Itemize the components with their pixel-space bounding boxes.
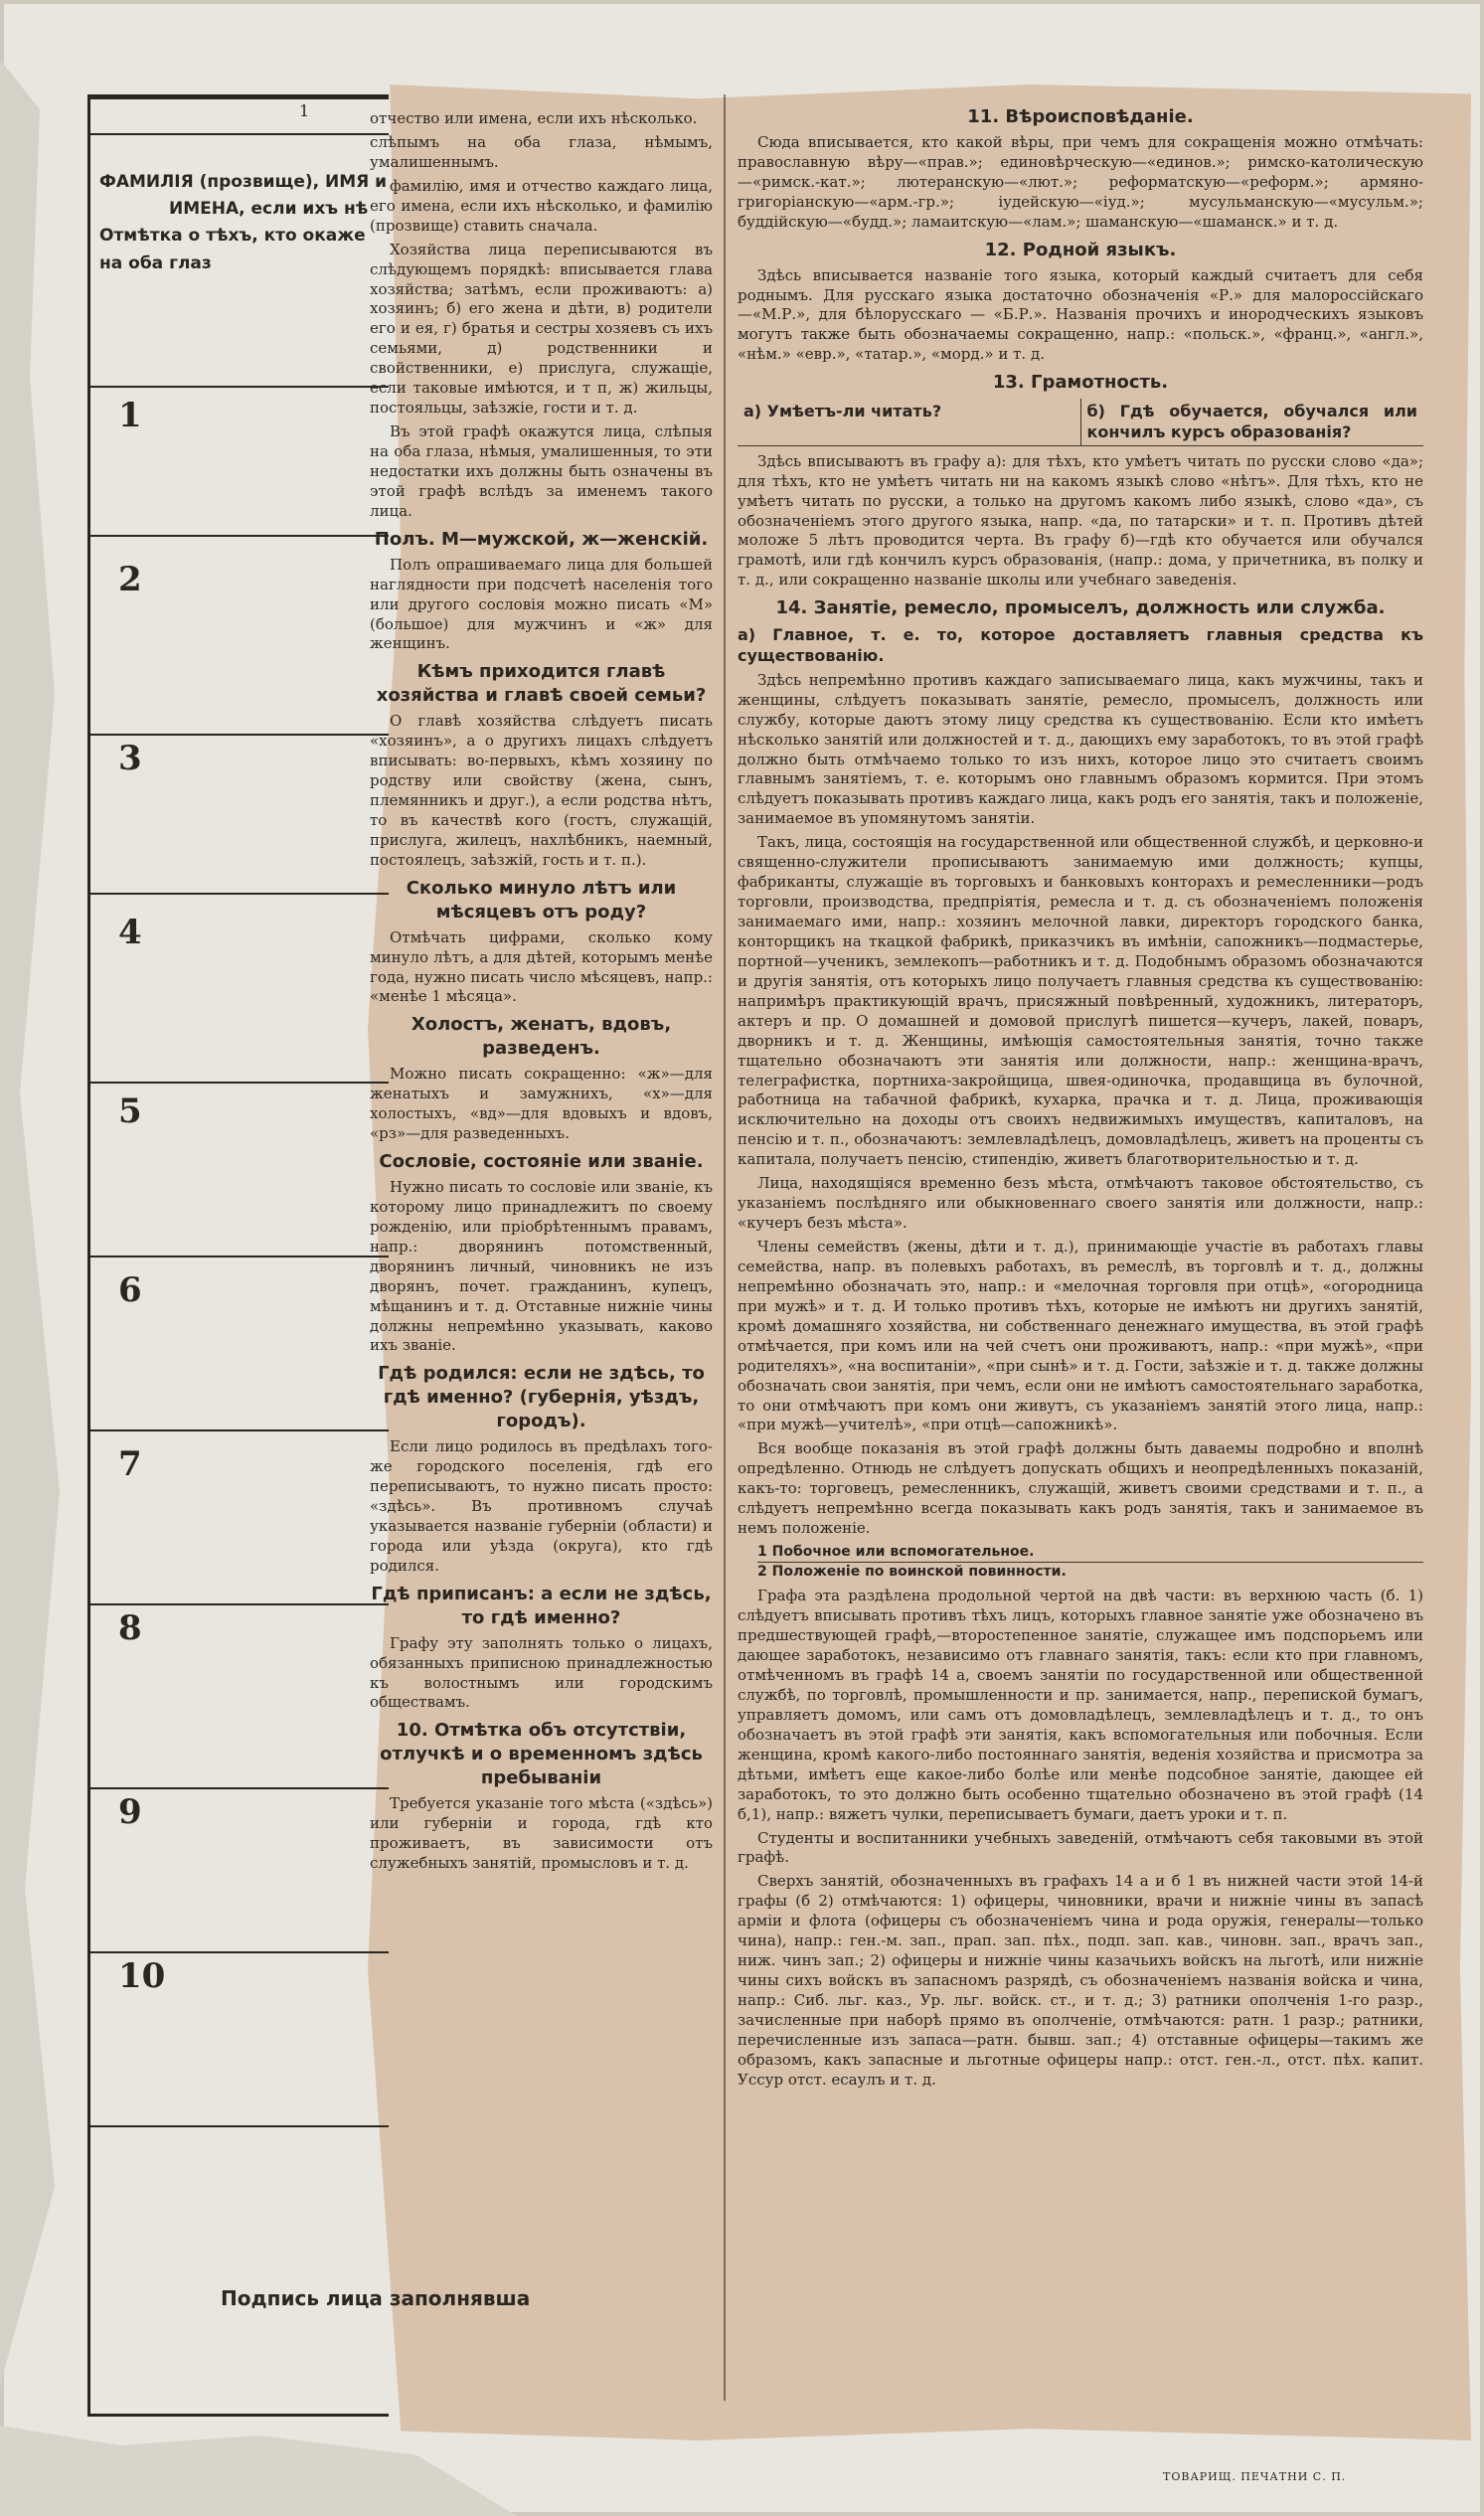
signature-label: Подпись лица заполнявша (221, 2286, 531, 2310)
paragraph: Нужно писать то сословіе или званіе, къ которому лицо принадлежитъ по своему рожденію, или пріобрѣтеннымъ правамъ, напр.: дворянинъ потомственный, дворянинъ личный, чиновникъ не изъ дворянъ, почет. гражданинъ, купецъ, мѣщанинъ и т. д. Отставные нижніе чины должны непремѣнно указывать, каково ихъ званіе. (370, 1177, 713, 1355)
form-row-divider (90, 1082, 389, 1084)
form-row-number: 6 (118, 1270, 142, 1310)
paragraph: слѣпымъ на оба глаза, нѣмымъ, умалишеннымъ. (370, 132, 713, 171)
section-heading: Полъ. М—мужской, ж—женскій. (374, 528, 709, 550)
form-header (99, 119, 388, 277)
paragraph: Можно писать сокращенно: «ж»—для женатыхъ и замужнихъ, «х»—для холостыхъ, «вд»—для вдовыхъ и вдовъ, «рз»—для разведенныхъ. (370, 1065, 713, 1143)
paragraph: Хозяйства лица переписываются въ слѣдующемъ порядкѣ: вписывается глава хозяйства; затѣмъ, если проживаютъ: а) хозяинъ; б) его жена и дѣти, в) родители его и ея, г) братья и сестры хозяевъ съ ихъ семьями, д) родственники и свойственники, е) прислуга, служащіе, если таковые имѣются, и т п, ж) жильцы, постояльцы, заѣзжіе, гости и т. д. (370, 240, 713, 418)
form-row-divider (90, 893, 389, 895)
form-header-line: ИМЕНА, если ихъ нѣ (169, 199, 369, 220)
form-row-number: 7 (118, 1444, 142, 1484)
paragraph: Вся вообще показанія въ этой графѣ должны быть даваемы подробно и вполнѣ опредѣленно. Отнюдь не слѣдуетъ допускать общихъ и неопредѣленныхъ показаній, какъ-то: торговецъ, ремесленникъ, служащій, живетъ своими средствами и т. п., а слѣдуетъ непремѣнно всегда показывать какъ родъ занятія, такъ и занимаемое въ немъ положеніе. (738, 1439, 1423, 1538)
instructions-right (738, 99, 1423, 2095)
paragraph: О главѣ хозяйства слѣдуетъ писать «хозяинъ», а о другихъ лицахъ слѣдуетъ вписывать: во-первыхъ, кѣмъ хозяину по родству или свойству (жена, сынъ, племянникъ и друг.), а если родства нѣтъ, то въ качествѣ кого (гостъ, служащій, прислуга, жилецъ, нахлѣбникъ, наемный, постоялецъ, заѣзжій, гость и т. п.). (370, 712, 713, 869)
form-row-number: 8 (118, 1608, 142, 1648)
instructions-left (370, 109, 713, 1878)
section-heading: Гдѣ родился: если не здѣсь, то гдѣ именно? (губернія, уѣздъ, городъ). (378, 1363, 705, 1432)
publisher-imprint: ТОВАРИЩ. ПЕЧАТНИ С. П. (1163, 2470, 1347, 2483)
section-heading: Сословіе, состояніе или званіе. (379, 1151, 704, 1172)
form-row-number: 4 (118, 913, 142, 952)
form-row-divider (90, 1429, 389, 1431)
paragraph: Графу эту заполнять только о лицахъ, обязанныхъ приписною принадлежностью къ волостнымъ или городскимъ обществамъ. (370, 1633, 713, 1712)
section-heading: 10. Отмѣтка объ отсутствіи, отлучкѣ и о временномъ здѣсь пребываніи (380, 1720, 703, 1789)
form-row-divider (90, 1787, 389, 1789)
form-col-number: 1 (299, 101, 310, 120)
paragraph: Въ этой графѣ окажутся лица, слѣпыя на оба глаза, нѣмыя, умалишенныя, то эти недостатки ихъ должны быть означены въ этой графѣ вслѣдъ за именемъ такого лица. (370, 422, 713, 520)
form-row-divider (90, 535, 389, 537)
literacy-question-a: а) Умѣетъ-ли читать? (743, 402, 942, 421)
section-heading: 14. Занятіе, ремесло, промыселъ, должность или служба. (775, 597, 1386, 619)
form-row-divider (90, 1951, 389, 1953)
section-heading: Холостъ, женатъ, вдовъ, разведенъ. (411, 1014, 672, 1060)
paragraph: Лица, находящіяся временно безъ мѣста, отмѣчаютъ таковое обстоятельство, съ указаніемъ послѣдняго или обыкновеннаго своего занятія или должности, напр.: «кучеръ безъ мѣста». (738, 1174, 1423, 1233)
form-row-number: 2 (118, 560, 142, 599)
paragraph: Студенты и воспитанники учебныхъ заведеній, отмѣчаютъ себя таковыми въ этой графѣ. (738, 1828, 1423, 1867)
paragraph: Члены семействъ (жены, дѣти и т. д.), принимающіе участіе въ работахъ главы семейства, напр. въ полевыхъ работахъ, въ ремеслѣ, въ торговлѣ и т. д., должны непремѣнно обозначать это, напр.: и «мелочная торговля при отцѣ», «огородница при мужѣ» и т. д. И только противъ тѣхъ, которые не имѣютъ ни другихъ занятій, кромѣ домашняго хозяйства, ни собственнаго денежнаго имущества, въ этой графѣ отмѣчается, при комъ или на чей счетъ они проживаютъ, напр.: «при мужѣ», «при родителяхъ», «на воспитаніи», «при сынѣ» и т. д. Гости, заѣзжіе и т. д. также должны обозначать свои занятія, при чемъ, если они не имѣютъ самостоятельнаго заработка, то они отмѣчаютъ при комъ они живутъ, съ указаніемъ занятій этого лица, напр.: «при мужѣ—учителѣ», «при отцѣ—сапожникѣ». (738, 1238, 1423, 1434)
paragraph: Полъ опрашиваемаго лица для большей наглядности при подсчетѣ населенія того или другого сословія можно писать «М» (большое) для мужчинъ и «ж» для женщинъ. (370, 555, 713, 653)
form-header-line: Отмѣтка о тѣхъ, кто окаже (99, 226, 366, 247)
form-row-number: 9 (118, 1792, 142, 1832)
section-heading: 13. Грамотность. (992, 372, 1169, 394)
subheading: 2 Положеніе по воинской повинности. (757, 1563, 1067, 1580)
subheading: 1 Побочное или вспомогательное. (757, 1543, 1423, 1563)
paragraph: Здѣсь непремѣнно противъ каждаго записываемаго лица, какъ мужчины, такъ и женщины, слѣдуетъ показывать занятіе, ремесло, промыселъ, должность или службу, которые даютъ этому лицу средства къ существованію. Если кто имѣетъ нѣсколько занятій или должностей и т. д., дающихъ ему заработокъ, то въ этой графѣ должно быть отмѣчаемо только то изъ нихъ, которое лицо это считаетъ своимъ главнымъ занятіемъ, т. е. которымъ оно главнымъ образомъ кормится. При этомъ слѣдуетъ показывать противъ каждаго лица, какъ родъ его занятія, такъ и положеніе, занимаемое въ упомянутомъ занятіи. (738, 670, 1423, 828)
section-heading: 11. Вѣроисповѣданіе. (967, 106, 1194, 127)
form-row-number: 10 (118, 1956, 166, 1996)
paragraph: Графа эта раздѣлена продольной чертой на двѣ части: въ верхнюю часть (б. 1) слѣдуетъ вписывать противъ тѣхъ лицъ, которыхъ главное занятіе уже обозначено въ предшествующей графѣ,—второстепенное занятіе, служащее имъ подспорьемъ или дающее заработокъ, независимо отъ главнаго занятія, такъ: если кто при главномъ, отмѣченномъ въ графѣ 14 а, своемъ занятіи по государственной или общественной службѣ, по торговлѣ, промышленности и пр. занимается, напр., перепиской бумагъ, управляетъ домомъ, или самъ отъ домовладѣлецъ, землевладѣлецъ и т. д., то онъ обозначаетъ въ этой графѣ эти занятія, какъ вспомогательныя или побочныя. Если женщина, кромѣ какого-либо постояннаго занятія, веденія хозяйства и присмотра за дѣтьми, имѣетъ еще какое-либо болѣе или менѣе подсобное занятіе, дающее ей заработокъ, то это должно быть особенно тщательно обозначено въ этой графѣ (14 б,1), напр.: вяжетъ чулки, переписываетъ бумаги, даетъ уроки и т. п. (738, 1587, 1423, 1823)
paragraph: отчество или имена, если ихъ нѣсколько. (370, 109, 698, 127)
subheading: а) Главное, т. е. то, которое доставляетъ главныя средства къ существованію. (738, 625, 1423, 666)
paragraph: Здѣсь вписываютъ въ графу а): для тѣхъ, кто умѣетъ читать по русски слово «да»; для тѣхъ, кто не умѣетъ читать ни на какомъ языкѣ слово «нѣтъ». Для тѣхъ, кто не умѣетъ читать по русски, а только на другомъ какомъ либо языкѣ, слово «да», съ обозначеніемъ этого другого языка, напр. «да, по татарски» и т. п. Противъ дѣтей моложе 5 лѣтъ проводится черта. Въ графу б)—гдѣ кто обучается или обучался грамотѣ, или гдѣ кончилъ курсъ образованія, (напр.: дома, у причетника, въ полку и т. д., или сокращенно названіе школы или учебнаго заведенія. (738, 451, 1423, 589)
form-row-divider (90, 2125, 389, 2127)
paragraph: Если лицо родилось въ предѣлахъ того-же городского поселенія, гдѣ его переписываютъ, то нужно писать просто: «здѣсь». Въ противномъ случаѣ указывается названіе губерніи (области) и города или уѣзда (округа), кто гдѣ родился. (370, 1437, 713, 1575)
form-row-divider (90, 734, 389, 736)
paragraph: Сюда вписывается, кто какой вѣры, при чемъ для сокращенія можно отмѣчать: православную вѣру—«прав.»; единовѣрческую—«единов.»; римско-католическую—«римск.-кат.»; лютеранскую—«лют.»; реформатскую—«реформ.»; армяно-григоріанскую—«арм.-гр.»; іудейскую—«іуд.»; мусульманскую—«мусульм.»; буддійскую—«будд.»; ламаитскую—«лам.»; шаманскую—«шаманск.» и т. д. (738, 132, 1423, 231)
form-row-divider (90, 386, 389, 388)
form-row-divider (90, 1603, 389, 1605)
section-heading: Сколько минуло лѣтъ или мѣсяцевъ отъ роду? (406, 877, 677, 923)
form-header-line: на оба глаз (99, 252, 212, 273)
form-table (87, 94, 389, 2417)
paragraph: фамилію, имя и отчество каждаго лица, его имена, если ихъ нѣсколько, и фамилію (прозвище) ставить сначала. (370, 176, 713, 235)
section-heading: Кѣмъ приходится главѣ хозяйства и главѣ своей семьи? (376, 661, 707, 707)
section-heading: 12. Родной языкъ. (984, 239, 1177, 260)
literacy-questions (738, 399, 1423, 446)
paragraph: Сверхъ занятій, обозначенныхъ въ графахъ 14 а и б 1 въ нижней части этой 14-й графы (б 2) отмѣчаются: 1) офицеры, чиновники, врачи и нижніе чины въ запасѣ арміи и флота (офицеры съ обозначеніемъ чина и рода оружія, генералы—только чина), напр.: ген.-м. зап., прап. зап. пѣх., подп. зап. кав., чиновн. зап., врачъ зап., ниж. чинъ зап.; 2) офицеры и нижніе чины казачьихъ войскъ на льготѣ, или нижніе чины сихъ войскъ въ запасномъ разрядѣ, съ обозначеніемъ названія войска и чина, напр.: Сиб. льг. каз., Ур. льг. войск. ст., и т. д.; 3) ратники ополченія 1-го разр., зачисленные при наборѣ прямо въ ополченіе, отмѣчаются: ратн. 1 разр.; ратники, перечисленные изъ запаса—ратн. бывш. зап.; 4) отставные офицеры—такимъ же образомъ, какъ запасные и льготные офицеры напр.: отст. ген.-л., отст. пѣх. капит. Уссур отст. есаулъ и т. д. (738, 1872, 1423, 2089)
literacy-question-b: б) Гдѣ обучается, обучался или кончилъ курсъ образованія? (1080, 399, 1424, 445)
paragraph: Отмѣчать цифрами, сколько кому минуло лѣтъ, а для дѣтей, которымъ менѣе года, нужно писать число мѣсяцевъ, напр.: «менѣе 1 мѣсяца». (370, 927, 713, 1006)
form-row-divider (90, 1256, 389, 1258)
form-row-number: 3 (118, 739, 142, 778)
paragraph: Такъ, лица, состоящія на государственной или общественной службѣ, и церковно-и священно-служители прописываютъ занимаемую ими должность; купцы, фабриканты, служащіе въ торговыхъ и банковыхъ конторахъ и ремесленники—родъ торговли, производства, предпріятія, ремесла и т. д. съ обозначеніемъ положенія занимаемаго ими, напр.: хозяинъ мелочной лавки, директоръ городского банка, конторщикъ на ткацкой фабрикѣ, приказчикъ въ имѣніи, сапожникъ—подмастерье, портной—ученикъ, землекопъ—работникъ и т. д. Подобнымъ образомъ обозначаются и другія занятія, отъ которыхъ лицо получаетъ главныя средства къ существованію: напримѣръ практикующій врачъ, присяжный повѣренный, художникъ, литераторъ, актеръ и пр. О домашней и домовой прислугѣ пишется—кучеръ, лакей, поваръ, дворникъ и т. д. Женщины, имѣющія самостоятельныя занятія, точно также тщательно обозначаютъ эти занятія или должности, напр.: женщина-врачъ, телеграфистка, портниха-закройщица, швея-одиночка, продавщица въ булочной, работница на табачной фабрикѣ, кухарка, прачка и т. д. Лица, проживающія исключительно на доходы отъ своихъ недвижимыхъ имуществъ, капиталовъ, на пенсію и т. п., обозначаютъ: землевладѣлецъ, домовладѣлецъ, живетъ на проценты съ капитала, получаетъ пенсію, стипендію, живетъ благотворительностью и т. д. (738, 833, 1423, 1169)
subsection-b (757, 1543, 1423, 1581)
form-row-number: 1 (118, 396, 142, 435)
column-divider (724, 94, 726, 2401)
paragraph: Здѣсь вписывается названіе того языка, который каждый считаетъ для себя роднымъ. Для русскаго языка достаточно обозначенія «Р.» для малороссійскаго—«М.Р.», для бѣлорусскаго — «Б.Р.». Названія прочихъ и инородческихъ языковъ могутъ также быть обозначаемы сокращенно, напр.: «польск.», «франц.», «англ.», «нѣм.» «евр.», «татар.», «морд.» и т. д. (738, 265, 1423, 364)
section-heading: Гдѣ приписанъ: а если не здѣсь, то гдѣ именно? (371, 1583, 712, 1628)
form-header-line: ФАМИЛІЯ (прозвище), ИМЯ и (99, 172, 388, 192)
paragraph: Требуется указаніе того мѣста («здѣсь») или губерніи и города, гдѣ кто проживаетъ, въ зависимости отъ служебныхъ занятій, промысловъ и т. д. (370, 1794, 713, 1872)
form-row-number: 5 (118, 1091, 142, 1131)
